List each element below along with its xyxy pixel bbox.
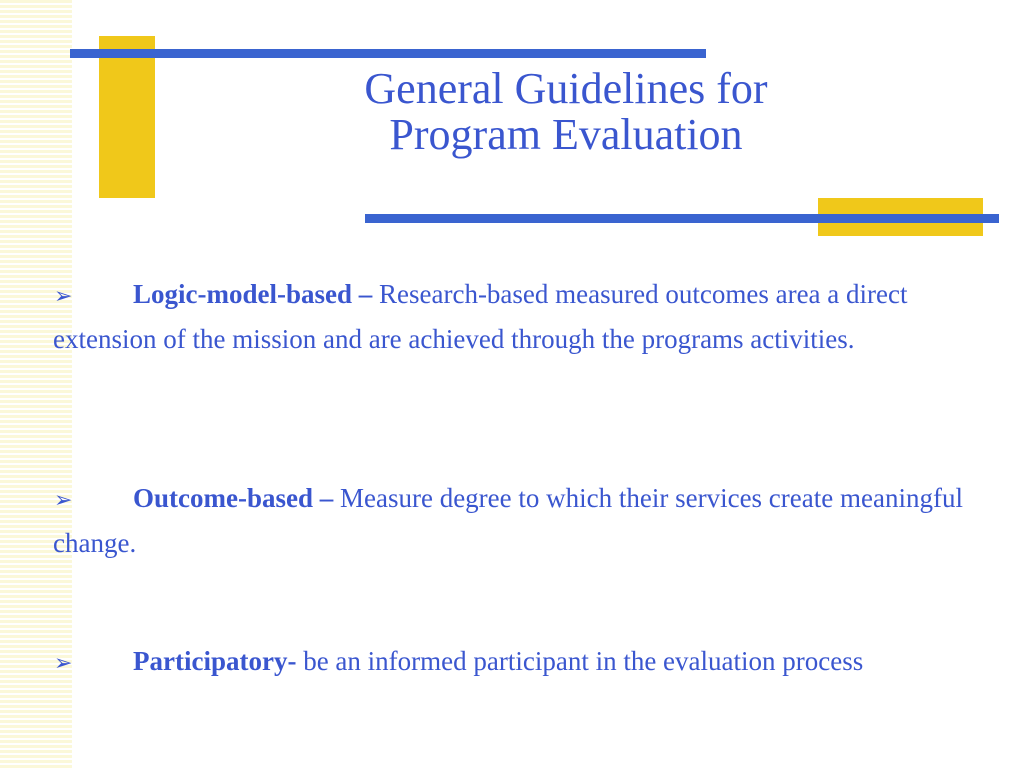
bullet-text: Research-based measured outcomes area a direct extension of the mission and are achieved through the programs activities. [53,279,908,354]
bullet-separator: – [312,483,340,513]
blue-bottom-line [365,214,999,223]
bullet-separator: – [352,279,379,309]
bullet-text: Measure degree to which their services create meaningful change. [53,483,963,558]
arrow-bullet-icon: ➢ [54,284,73,309]
yellow-vertical-bar [99,36,155,198]
title-line-1: General Guidelines for [364,64,768,113]
title-line-2: Program Evaluation [389,110,743,159]
slide-title [300,66,832,158]
blue-top-line [70,49,706,58]
bullet-term: Logic-model-based [133,279,352,309]
bullet-participatory [53,640,983,685]
bullet-outcome-based [53,477,983,564]
bullet-term: Participatory- [133,646,297,676]
bullet-logic-model [53,273,983,360]
bullet-text: be an informed participant in the evaluation process [303,646,864,676]
arrow-bullet-icon: ➢ [54,488,73,513]
arrow-bullet-icon: ➢ [54,651,73,676]
bullet-term: Outcome-based [133,483,313,513]
